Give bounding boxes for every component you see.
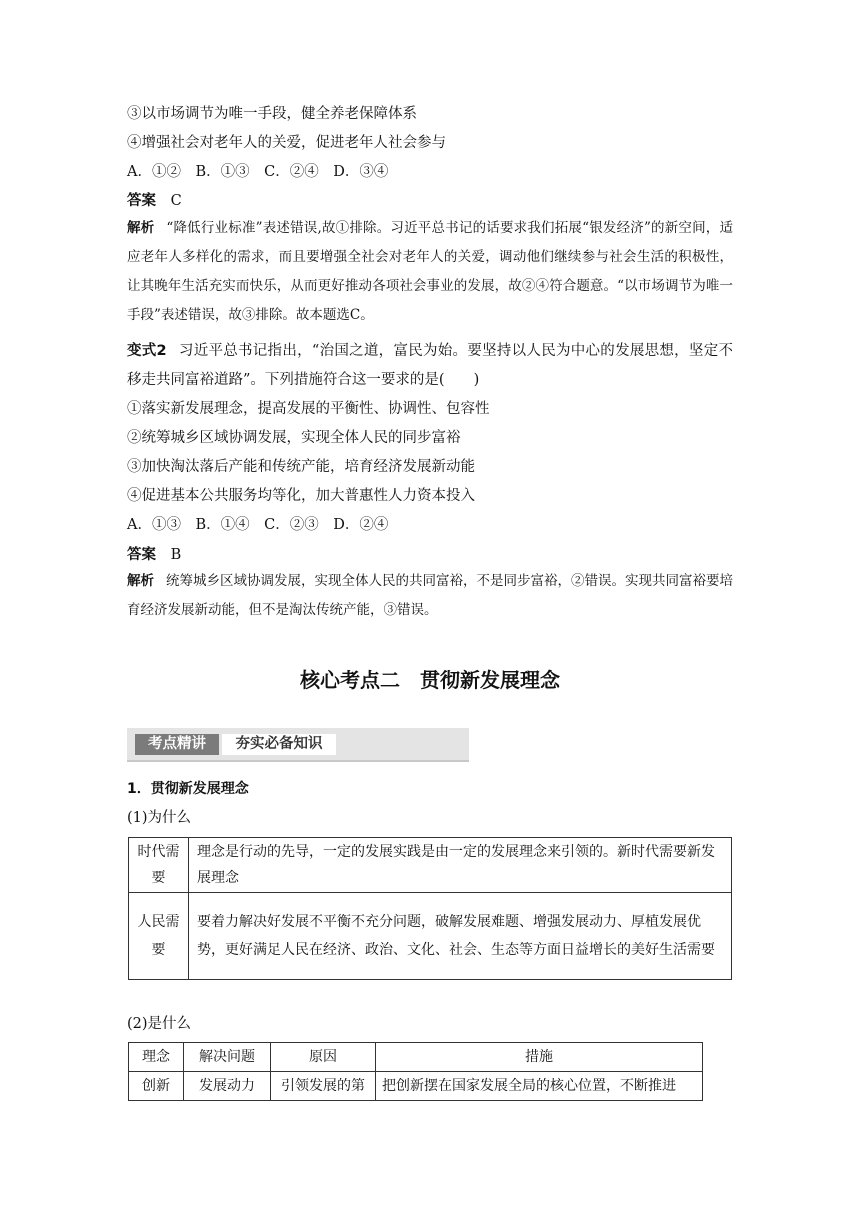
section-title: 核心考点二 贯彻新发展理念 [300, 668, 560, 692]
section-banner [127, 728, 469, 762]
q2-option-1: ①落实新发展理念，提高发展的平衡性、协调性、包容性 [127, 401, 490, 417]
q2-analysis [127, 567, 733, 625]
header-cell: 原因 [271, 1043, 376, 1072]
answer-value: B [170, 547, 182, 563]
table-cell: 发展动力 [184, 1072, 271, 1101]
q2-choices: A．①③ B．①④ C．②③ D．②④ [127, 517, 389, 533]
q2-stem-text: 习近平总书记指出，“治国之道，富民为始。要坚持以人民为中心的发展思想，坚定不移走共同富裕道路”。下列措施符合这一要求的是( ) [127, 343, 733, 388]
what-table [128, 1042, 703, 1101]
q2-option-3: ③加快淘汰落后产能和传统产能，培育经济发展新动能 [127, 459, 475, 475]
q1-option-3: ③以市场调节为唯一手段，健全养老保障体系 [127, 106, 417, 122]
row-head: 时代需要 [129, 838, 189, 893]
q2-option-4: ④促进基本公共服务均等化，加大普惠性人力资本投入 [127, 488, 475, 504]
analysis-text: 统筹城乡区域协调发展，实现全体人民的共同富裕，不是同步富裕，②错误。实现共同富裕要培育经济发展新动能，但不是淘汰传统产能，③错误。 [127, 573, 733, 618]
answer-label: 答案 [127, 193, 156, 209]
why-table [128, 837, 732, 980]
table-cell: 引领发展的第 [271, 1072, 376, 1101]
q2-answer [127, 545, 181, 565]
variant-label: 变式2 [127, 343, 167, 359]
q1-analysis [127, 214, 733, 330]
q1-choices: A．①② B．①③ C．②④ D．③④ [127, 164, 389, 180]
why-title: (1)为什么 [127, 810, 192, 826]
header-cell: 措施 [376, 1043, 703, 1072]
what-title: (2)是什么 [127, 1016, 192, 1032]
table-row [129, 1072, 703, 1101]
banner-text: 夯实必备知识 [222, 734, 336, 755]
answer-value: C [170, 193, 182, 209]
row-body: 理念是行动的先导，一定的发展实践是由一定的发展理念来引领的。新时代需要新发展理念 [189, 838, 732, 893]
q2-option-2: ②统筹城乡区域协调发展，实现全体人民的同步富裕 [127, 430, 461, 446]
banner-tag: 考点精讲 [135, 734, 219, 755]
header-cell: 解决问题 [184, 1043, 271, 1072]
table-cell: 创新 [129, 1072, 184, 1101]
header-cell: 理念 [129, 1043, 184, 1072]
row-body: 要着力解决好发展不平衡不充分问题，破解发展难题、增强发展动力、厚植发展优势，更好满足人民在经济、政治、文化、社会、生态等方面日益增长的美好生活需要 [189, 893, 732, 980]
q2-stem [127, 337, 733, 395]
table-row [129, 838, 732, 893]
q1-option-4: ④增强社会对老年人的关爱，促进老年人社会参与 [127, 135, 446, 151]
point-heading: 1．贯彻新发展理念 [127, 781, 249, 797]
row-head: 人民需要 [129, 893, 189, 980]
table-cell: 把创新摆在国家发展全局的核心位置，不断推进 [376, 1072, 703, 1101]
q1-answer [127, 191, 182, 211]
answer-label: 答案 [127, 547, 156, 563]
table-row [129, 893, 732, 980]
analysis-label: 解析 [127, 220, 155, 236]
table-header-row [129, 1043, 703, 1072]
analysis-label: 解析 [127, 573, 154, 589]
analysis-text: “降低行业标准”表述错误,故①排除。习近平总书记的话要求我们拓展“银发经济”的新空间，适应老年人多样化的需求，而且要增强全社会对老年人的关爱，调动他们继续参与社会生活的积极性，让其晚年生活充实而快乐，从而更好推动各项社会事业的发展，故②④符合题意。“以市场调节为唯一手段”表述错误，故③排除。故本题选C。 [127, 220, 733, 323]
